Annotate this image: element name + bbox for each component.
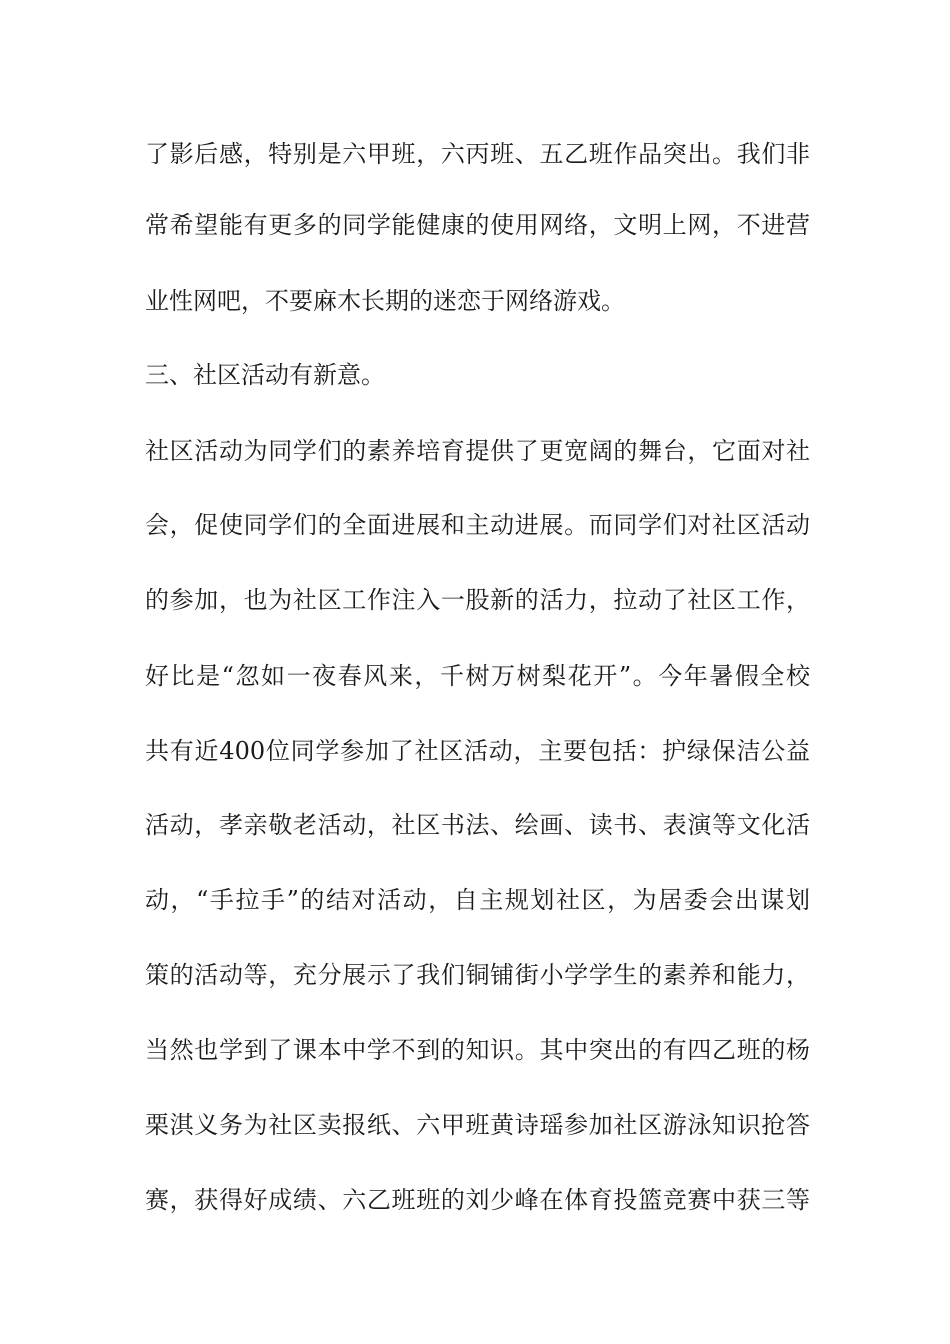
text-line-2: 常希望能有更多的同学能健康的使用网络，文明上网，不进营 [145,211,810,239]
text-line-3: 业性网吧，不要麻木长期的迷恋于网络游戏。 [145,287,625,315]
text-line-8: 好比是“忽如一夜春风来，千树万树梨花开”。今年暑假全校 [145,662,810,690]
text-line-14: 栗淇义务为社区卖报纸、六甲班黄诗瑶参加社区游泳知识抢答 [145,1111,810,1139]
text-line-6: 会，促使同学们的全面进展和主动进展。而同学们对社区活动 [145,511,810,539]
text-line-1: 了影后感，特别是六甲班，六丙班、五乙班作品突出。我们非 [145,140,810,168]
text-line-12: 策的活动等，充分展示了我们铜铺街小学学生的素养和能力， [145,961,810,989]
text-line-13: 当然也学到了课本中学不到的知识。其中突出的有四乙班的杨 [145,1036,810,1064]
text-line-5: 社区活动为同学们的素养培育提供了更宽阔的舞台，它面对社 [145,437,810,465]
text-line-11: 动，“手拉手”的结对活动，自主规划社区，为居委会出谋划 [145,886,810,914]
text-line-15: 赛，获得好成绩、六乙班班的刘少峰在体育投篮竞赛中获三等 [145,1186,810,1214]
section-heading: 三、社区活动有新意。 [145,361,385,389]
text-line-7: 的参加，也为社区工作注入一股新的活力，拉动了社区工作， [145,586,810,614]
text-line-9: 共有近400位同学参加了社区活动，主要包括：护绿保洁公益 [145,737,810,765]
text-line-10: 活动，孝亲敬老活动，社区书法、绘画、读书、表演等文化活 [145,811,810,839]
